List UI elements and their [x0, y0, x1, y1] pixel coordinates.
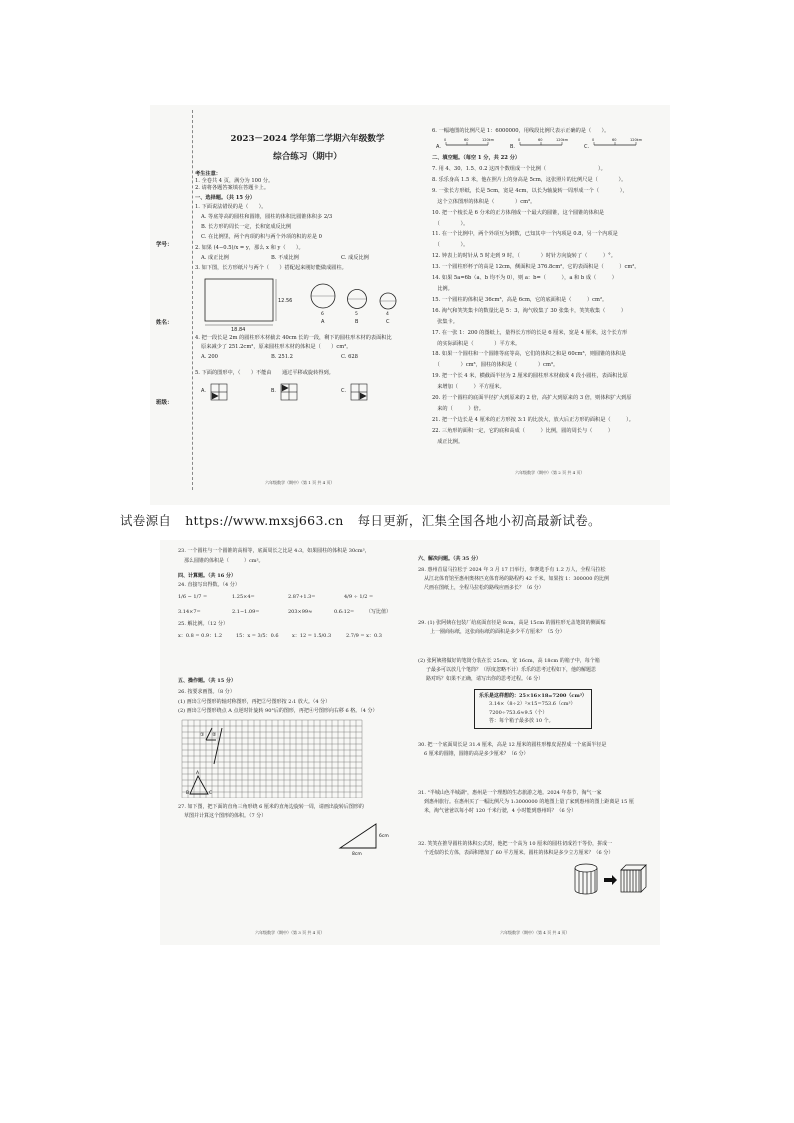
question-6-scales: [432, 136, 662, 152]
question-2: 2. 如果 (4−0.5)/x = y，那么 x 和 y（ ）。: [195, 245, 304, 252]
reasoning-box-wrap: [418, 689, 648, 729]
q29b-line: (2) 张阿姨将做好的笔筒分装在长 25cm，宽 16cm，高 18cm 的箱子中，每个箱: [418, 657, 600, 664]
question-31: [418, 789, 648, 816]
option-a: A. 200: [201, 354, 218, 361]
rect-width-label: 18.84: [231, 327, 246, 333]
fill-line: 10. 把一个棱长是 6 分米的正方体削成一个最大的圆锥，这个圆锥的体积是: [432, 209, 605, 216]
question-23-continued: 那么圆锥的体积是（ ）cm³。: [184, 557, 264, 564]
fill-line: 19. 把一个长 4 米，横截面半径为 2 厘米的圆柱形木材截成 4 段小圆柱，表面积比原: [432, 373, 628, 380]
rect-height-label: 12.56: [278, 298, 293, 305]
q28-line: 尺画在图纸上，全程马拉松的路线应画多长？（6 分）: [424, 584, 544, 591]
fill-line: （ ）。: [432, 242, 469, 249]
equation-row: [178, 633, 403, 640]
fill-line: 20. 若一个圆柱的底面半径扩大到原来的 2 倍，高扩大到原来的 3 倍，则体积扩大到原: [432, 395, 632, 402]
source-prefix: 试卷源自: [120, 513, 172, 528]
fill-line: 7. 用 4、30、1.5、0.2 这四个数组成一个比例（ ）。: [432, 166, 606, 173]
fill-line: 来增加（ ）平方厘米。: [432, 384, 505, 391]
question-26: 26. 按要求画图。（8 分）: [178, 688, 235, 695]
option-a: A. 成正比例: [201, 255, 229, 262]
equation: x：0.8 = 0.9：1.2: [178, 633, 223, 640]
q6-option-c: C.: [584, 144, 590, 151]
box-line: 乐乐是这样想的：25×16×18=7200（cm³）: [479, 692, 587, 699]
calc-item: 2.87+1.3=: [288, 594, 316, 600]
right-triangle-figure: [178, 820, 403, 856]
fill-line: 13. 一个圆柱形杯子的高是 12cm，侧面积是 376.8cm²，它的表面积是（ ）cm²。: [432, 264, 640, 271]
calc-item: 203×99≈: [288, 608, 313, 615]
box-line: 3.14×（8÷2）²×15=753.6（cm³）: [489, 701, 576, 708]
approx-cuboid: [621, 865, 646, 892]
question-5: 5. 下面的图形中，（ ）不能由 通过平移或旋转得到。: [195, 370, 334, 377]
q6a-tick-1: 60: [464, 138, 469, 143]
question-26-part-2: (2) 画出②号图形绕点 A 点逆时针旋转 90°后的图形，再把④号图形向右移 6 格。（4 分）: [178, 708, 378, 715]
option-c: C. 成反比例: [341, 255, 369, 262]
q31-line: 到惠州旅行。在惠州买了一幅比例尺为 1:3000000 的地图上量了家到惠州的图上距离是 15 厘: [424, 798, 634, 805]
calc-note: （写比值）: [366, 608, 392, 615]
q5-option-a-label: A.: [201, 388, 206, 395]
section-operate-heading: 五、操作题。（共 15 分）: [178, 678, 236, 684]
q6b-tick-1: 60: [538, 138, 543, 143]
exam-page-1: [195, 130, 420, 406]
fill-line: 11. 在一个比例中，两个外项互为倒数，已知其中一个内项是 0.8，另一个内项是: [432, 231, 618, 238]
option-b: B. 251.2: [271, 354, 293, 361]
fill-line: 9. 一张长方形纸，长是 5cm，宽是 4cm，以长为轴旋转一周形成一个（ ），: [432, 187, 628, 194]
source-banner: [120, 511, 601, 529]
circle-c-size: 4: [386, 312, 389, 318]
question-26-part-1: (1) 画出①号图形的轴对称图形，再把②号图形按 2:1 放大。（4 分）: [178, 698, 331, 705]
question-29-part-2: [418, 657, 648, 684]
fill-line: 17. 在一张 1：200 的图纸上，量得长方形的长是 6 厘米，宽是 4 厘米，这个长方形: [432, 329, 628, 336]
question-27-continued: 草图并计算这个图形的体积。（7 分）: [184, 812, 267, 819]
calc-item: 0.6:12=: [334, 608, 355, 615]
drawing-grid: [178, 718, 403, 798]
fill-line: 14. 如果 5a=6b（a、b 均不为 0），则 a：b=（ ），a 和 b 成（ ）: [432, 275, 617, 282]
question-24: 24. 直接写出得数。（4 分）: [178, 582, 240, 589]
fill-line: 18. 如果一个圆柱和一个圆锥等底等高，它们的体积之和是 60cm³，则圆锥的体积是: [432, 351, 627, 358]
page-4-footer: 六年级数学（期中）（第 4 页 共 4 页）: [500, 930, 570, 935]
calc-row-1: [178, 594, 403, 601]
paper-rectangle: [205, 279, 273, 321]
q28-line: 28. 惠州首届马拉松于 2024 年 3 月 17 日举行，参赛选手有 1.2 万人，全程马拉松: [418, 566, 606, 573]
triangle-base-label: 8cm: [352, 851, 362, 856]
question-1-option-b: B. 长方形的周长一定，长和宽成反比例: [201, 224, 292, 231]
student-name-label: 姓名：: [156, 320, 173, 326]
question-1: 1. 下面说法错误的是（ ）。: [195, 204, 267, 211]
point-b-label: B: [186, 791, 190, 796]
note-line: 1. 全卷共 4 页，满分为 100 分。: [195, 178, 274, 185]
exam-page-2: [432, 128, 662, 448]
q6b-tick-2: 120km: [556, 138, 569, 143]
question-1-option-a: A. 等底等高的圆柱和圆锥，圆柱的体积比圆锥体积多 2/3: [201, 214, 333, 221]
calc-item: 3.14×7=: [178, 608, 201, 615]
q29a-line: 29. (1) 张阿姨在包装厂给底面直径是 8cm，高是 15cm 的圆柱形无盖笔筒的侧面贴: [418, 619, 606, 626]
q6b-tick-0: 0: [518, 138, 521, 143]
box-line: 答：每个箱子最多放 10 个。: [489, 718, 554, 725]
circle-c-label: C: [386, 319, 390, 326]
q5-option-b-label: B.: [271, 388, 277, 395]
point-c-label: C: [209, 791, 213, 796]
q30-line: 30. 把一个底面周长是 31.4 厘米，高是 12 厘米的圆柱形橡皮泥捏成一个底面半径是: [418, 741, 607, 748]
q5-figure-b: [281, 384, 297, 400]
section-choice-heading: 一、选择题。（共 15 分）: [195, 195, 256, 202]
exam-subtitle: 综合练习（期中）: [273, 151, 342, 162]
question-3: 3. 如下图，长方形纸片与两个（ ）搭配起来刚好能做成圆柱。: [195, 265, 347, 272]
circle-a-size: 6: [321, 312, 324, 318]
note-line: 2. 请将各题答案填在答题卡上。: [195, 185, 270, 192]
calc-item: 1.25×4=: [232, 594, 255, 600]
q32-line: 32. 笑笑在推导圆柱的体积公式时，他把一个高为 10 厘米的圆柱切成若干等份，拼成一: [418, 840, 613, 847]
fill-line: （ ）。: [432, 220, 469, 227]
q32-line: 个近似的长方体，表面积增加了 60 平方厘米。圆柱的体积是多少立方厘米？（6 分）: [424, 849, 614, 856]
equation: 2.7/9 = x：0.3: [346, 633, 382, 640]
question-1-option-c: C. 在比例里，两个内项的积与两个外项的积的差是 0: [201, 234, 322, 241]
fill-line: 张集卡。: [432, 318, 458, 325]
equation: x：12 = 1.5/0.3: [292, 633, 332, 640]
fill-line: 21. 把一个边长是 4 厘米的正方形按 3:1 的比放大，放大后正方形的面积是（ ）。: [432, 416, 634, 423]
fill-line: 成正比例。: [432, 438, 464, 445]
fill-line: 12. 钟表上的时针从 5 时走到 9 时，（ ）时针方向旋转了（ ）°。: [432, 253, 616, 260]
calc-item: 4/9 ÷ 1/2 =: [344, 594, 374, 600]
question-28: [418, 566, 648, 593]
q5-option-c-label: C.: [341, 388, 347, 395]
question-29-part-1: [418, 619, 648, 637]
question-4-continued: 原来减少了 251.2cm²，原来圆柱形木材的体积是（ ）cm³。: [201, 344, 352, 351]
q5-figure-c: [351, 384, 367, 400]
q6a-tick-2: 120km: [482, 138, 495, 143]
source-url[interactable]: https://www.mxsj663.cn: [185, 513, 344, 528]
exam-title: 2023－2024 学年第二学期六年级数学: [230, 134, 385, 144]
q29b-line: 子最多可以放几个笔筒？（厚度忽略不计）乐乐的思考过程如下，他的解题思: [426, 666, 597, 673]
page-3-footer: 六年级数学（期中）（第 3 页 共 4 页）: [255, 930, 325, 935]
q29a-line: 上一圈商标纸，这张商标纸的面积是多少平方厘米？（5 分）: [430, 628, 565, 635]
section-fill-heading: 二、填空题。（每空 1 分，共 22 分）: [432, 155, 521, 162]
triangle-height-label: 6cm: [379, 833, 389, 839]
q31-line: 米，淘气爸爸以每小时 120 千米行驶，4 小时能到惠州吗？（6 分）: [424, 807, 577, 814]
option-b: B. 不成比例: [271, 255, 299, 262]
fill-line: （ ）cm³，圆柱的体积是（ ）cm³。: [432, 362, 559, 369]
fill-line: 16. 淘气和笑笑集卡的数量比是 5：3，淘气收集了 30 张集卡，笑笑收集（ ）: [432, 307, 627, 314]
fill-line: 这个立体图形的体积是（ ）cm³。: [432, 198, 536, 205]
fill-line: 来的（ ）倍。: [432, 405, 484, 412]
calc-row-2: [178, 609, 403, 616]
reasoning-box: [474, 689, 592, 729]
question-5-figures: [195, 380, 420, 406]
q29b-line: 路对吗？如果不正确，请写出你的思考过程。（6 分）: [426, 675, 544, 682]
q6c-tick-2: 120km: [630, 138, 643, 143]
fill-line: 8. 乐乐身高 1.5 米，他在照片上的身高是 5cm，这张照片的比例尺是（ ）。: [432, 176, 627, 183]
q30-line: 6 厘米的圆锥，圆锥的高是多少厘米？（6 分）: [424, 750, 529, 757]
class-label: 班级：: [156, 400, 173, 406]
q6a-tick-0: 0: [444, 138, 447, 143]
question-27: 27. 如下图，把下面的直角三角形绕 6 厘米的直角边旋转一周，请画出旋转后图形的: [178, 804, 364, 810]
q5-figure-a: [211, 384, 227, 400]
q6c-tick-1: 60: [612, 138, 617, 143]
question-32: [418, 840, 648, 858]
q28-line: 从江北体育馆至惠州奥林匹克体育场的路程约 42 千米。如果按 1：300000 的比例: [424, 575, 609, 582]
question-4: 4. 把一段长是 2m 的圆柱形木材截去 40cm 长的一段，剩下的圆柱形木材的表面积比: [195, 335, 392, 342]
question-6: 6. 一幅地图的比例尺是 1：6000000，用线段比例尺表示正确的是（ ）。: [432, 128, 610, 134]
figure-1-label: ①: [200, 732, 205, 738]
q31-line: 31. "半城山色半城湖"，惠州是一个理想的生态旅游之地。2024 年春节，淘气一家: [418, 789, 602, 796]
question-23: 23. 一个圆柱与一个圆锥的高相等，底面周长之比是 4:3，如果圆柱的体积是 30cm³，: [178, 548, 370, 554]
q6-option-a: A.: [436, 144, 441, 151]
calc-item: 2.1−1.09=: [232, 608, 260, 615]
question-3-figure: [195, 274, 420, 332]
arrow-icon: [604, 875, 617, 885]
cylinder-to-cuboid-figure: [418, 860, 648, 896]
question-4-options: [201, 354, 420, 361]
page-2-footer: 六年级数学（期中）（第 2 页 共 4 页）: [515, 470, 585, 475]
fill-in-list: [432, 164, 662, 448]
figure-2-label: ②: [212, 732, 217, 738]
circle-b-label: B: [355, 319, 359, 326]
question-2-options: [201, 255, 420, 262]
binding-margin: [170, 110, 193, 490]
exam-page-3: [178, 548, 403, 856]
exam-page-4: [418, 556, 648, 896]
option-c: C. 628: [341, 354, 358, 361]
section-solve-heading: 六、解决问题。（共 35 分）: [418, 556, 481, 562]
calc-item: 1/6 − 1/7 =: [178, 594, 208, 600]
circle-b-size: 5: [355, 312, 358, 318]
question-30: [418, 741, 648, 759]
student-id-label: 学号：: [156, 242, 173, 248]
source-suffix: 每日更新，汇集全国各地小初高最新试卷。: [357, 513, 601, 528]
question-25: 25. 解比例。（12 分）: [178, 620, 228, 627]
notes-heading: 考生注意：: [195, 171, 221, 178]
point-a-label: A: [196, 771, 200, 776]
fill-line: 比例。: [432, 286, 453, 292]
box-line: 7200÷753.6≈9.5（个）: [489, 709, 548, 716]
sliced-cylinder: [575, 864, 597, 894]
q6-option-b: B.: [510, 144, 516, 151]
q6c-tick-0: 0: [592, 138, 595, 143]
page-1-footer: 六年级数学（期中）（第 1 页 共 4 页）: [265, 480, 335, 485]
section-calc-heading: 四、计算题。（共 16 分）: [178, 572, 236, 579]
fill-line: 15. 一个圆柱的体积是 36cm³，高是 6cm，它的底面积是（ ）cm²。: [432, 296, 608, 303]
equation: 15：x = 3/5：0.6: [236, 633, 279, 640]
fill-line: 22. 三角形的面积一定，它的底和高成（ ）比例，圆的周长与（ ）: [432, 427, 614, 434]
circle-a-label: A: [321, 319, 325, 326]
fill-line: 的实际面积是（ ）平方米。: [432, 340, 521, 347]
